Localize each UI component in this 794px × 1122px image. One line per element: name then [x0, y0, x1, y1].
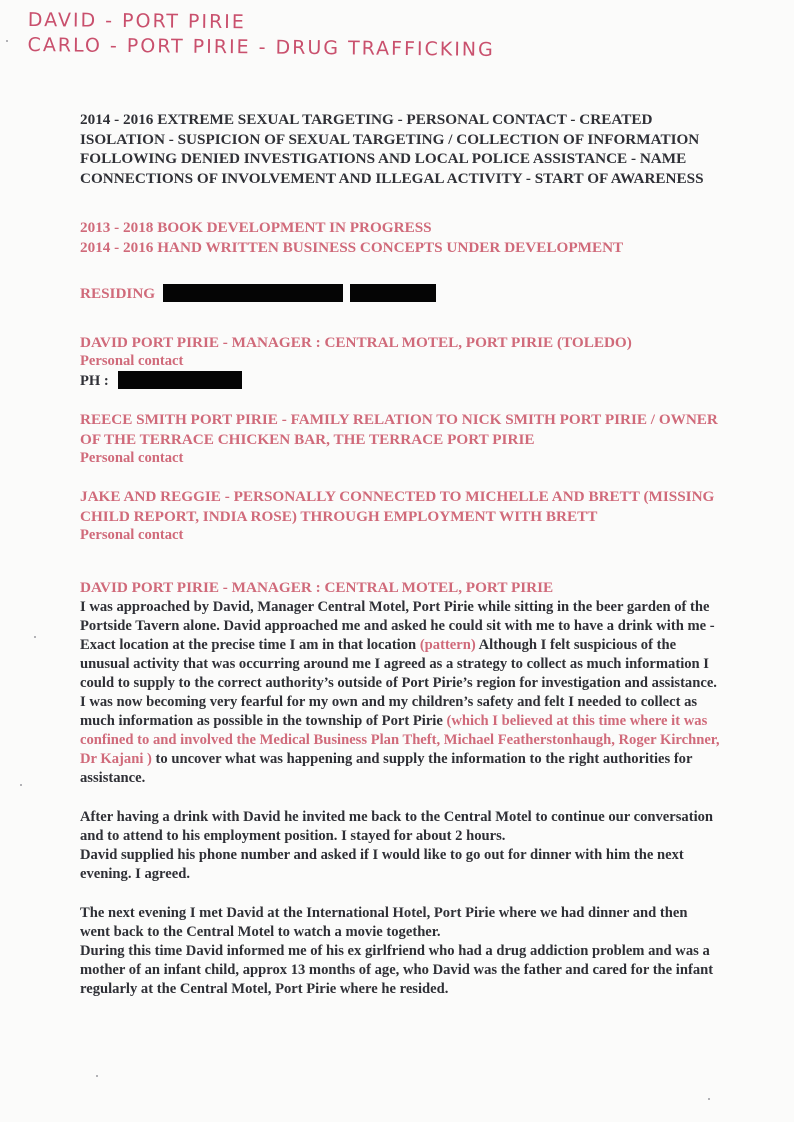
account-paragraph-3	[80, 904, 720, 999]
document-body	[80, 110, 720, 999]
account-section	[80, 578, 720, 999]
contact-david	[80, 333, 720, 392]
redaction-bar	[118, 371, 242, 389]
contact-reece	[80, 410, 720, 468]
handwritten-line-2: CARLO - PORT PIRIE - DRUG TRAFFICKING	[27, 33, 495, 61]
timeline-book: 2013 - 2018 BOOK DEVELOPMENT IN PROGRESS	[80, 219, 432, 236]
phone-label: PH :	[80, 373, 109, 389]
contact-jake	[80, 487, 720, 545]
contact-reece-heading: REECE SMITH PORT PIRIE - FAMILY RELATION TO NICK SMITH PORT PIRIE / OWNER OF THE TERRACE CHICKEN BAR, THE TERRACE PORT PIRIE	[80, 411, 718, 448]
residing-row	[80, 284, 720, 304]
residing-label: RESIDING	[80, 285, 156, 302]
scan-speck	[34, 636, 36, 638]
phone-row	[80, 371, 720, 391]
redaction-bar	[163, 284, 343, 302]
account-text: After having a drink with David he invited me back to the Central Motel to continue our conversation and to attend to his employment position. I stayed for about 2 hours.	[80, 808, 714, 844]
account-text: The next evening I met David at the International Hotel, Port Pirie where we had dinner and then went back to the Central Motel to watch a movie together.	[80, 904, 688, 940]
account-text: I was approached by David, Manager Central Motel, Port Pirie while sitting in the beer garden of the Portside Tavern alone. David approached me and asked he could sit with me to have a drink with me - Exact location at the precise time I am in that location	[80, 598, 715, 653]
handwritten-line-1: DAVID - PORT PIRIE	[27, 8, 246, 34]
scan-speck	[96, 1075, 98, 1077]
scan-speck	[20, 784, 22, 786]
timeline-targeting: 2014 - 2016 EXTREME SEXUAL TARGETING - PERSONAL CONTACT - CREATED ISOLATION - SUSPICION OF SEXUAL TARGETING / COLLECTION OF INFORMATION FOLLOWING DENIED INVESTIGATIONS AND LOCAL POLICE ASSISTANCE - NAME CONNECTIONS OF INVOLVEMENT AND ILLEGAL ACTIVITY - START OF AWARENESS	[80, 111, 704, 187]
contact-reece-note: Personal contact	[80, 450, 184, 466]
account-heading: DAVID PORT PIRIE - MANAGER : CENTRAL MOTEL, PORT PIRIE	[80, 579, 554, 596]
account-text: Although I felt suspicious of the unusual activity that was occurring around me I agreed as a strategy to collect as much information I could to supply to the correct authority’s outside of Port Pirie’s region for investigation and assistance. I was now becoming very fearful for my own and my children’s safety and felt I needed to collect as much information as possible in the township of Port Pirie	[80, 636, 717, 729]
redaction-bar	[350, 284, 436, 302]
contact-jake-heading: JAKE AND REGGIE - PERSONALLY CONNECTED TO MICHELLE AND BRETT (MISSING CHILD REPORT, INDIA ROSE) THROUGH EMPLOYMENT WITH BRETT	[80, 488, 715, 525]
timeline-concepts: 2014 - 2016 HAND WRITTEN BUSINESS CONCEPTS UNDER DEVELOPMENT	[80, 238, 624, 256]
account-paragraph-1	[80, 598, 720, 788]
scan-speck	[708, 1098, 710, 1100]
contact-david-heading: DAVID PORT PIRIE - MANAGER : CENTRAL MOTEL, PORT PIRIE (TOLEDO)	[80, 333, 632, 351]
account-highlight: (pattern)	[419, 636, 476, 653]
account-highlight: (which I believed at this time where it was confined to and involved the Medical Business Plan Theft, Michael Featherstonhaugh, Roger Kirchner, Dr Kajani )	[80, 712, 720, 767]
account-paragraph-2	[80, 808, 720, 884]
account-text: to uncover what was happening and supply the information to the right authorities for assistance.	[80, 750, 693, 786]
handwritten-annotation	[27, 8, 495, 63]
contact-david-note: Personal contact	[80, 353, 184, 369]
scan-speck	[6, 40, 8, 42]
timeline-development	[80, 218, 720, 257]
account-text: During this time David informed me of his ex girlfriend who had a drug addiction problem and was a mother of an infant child, approx 13 months of age, who David was the father and cared for the infant regularly at the Central Motel, Port Pirie where he resided.	[80, 942, 714, 997]
account-text: David supplied his phone number and asked if I would like to go out for dinner with him the next evening. I agreed.	[80, 846, 684, 882]
contact-jake-note: Personal contact	[80, 527, 184, 543]
